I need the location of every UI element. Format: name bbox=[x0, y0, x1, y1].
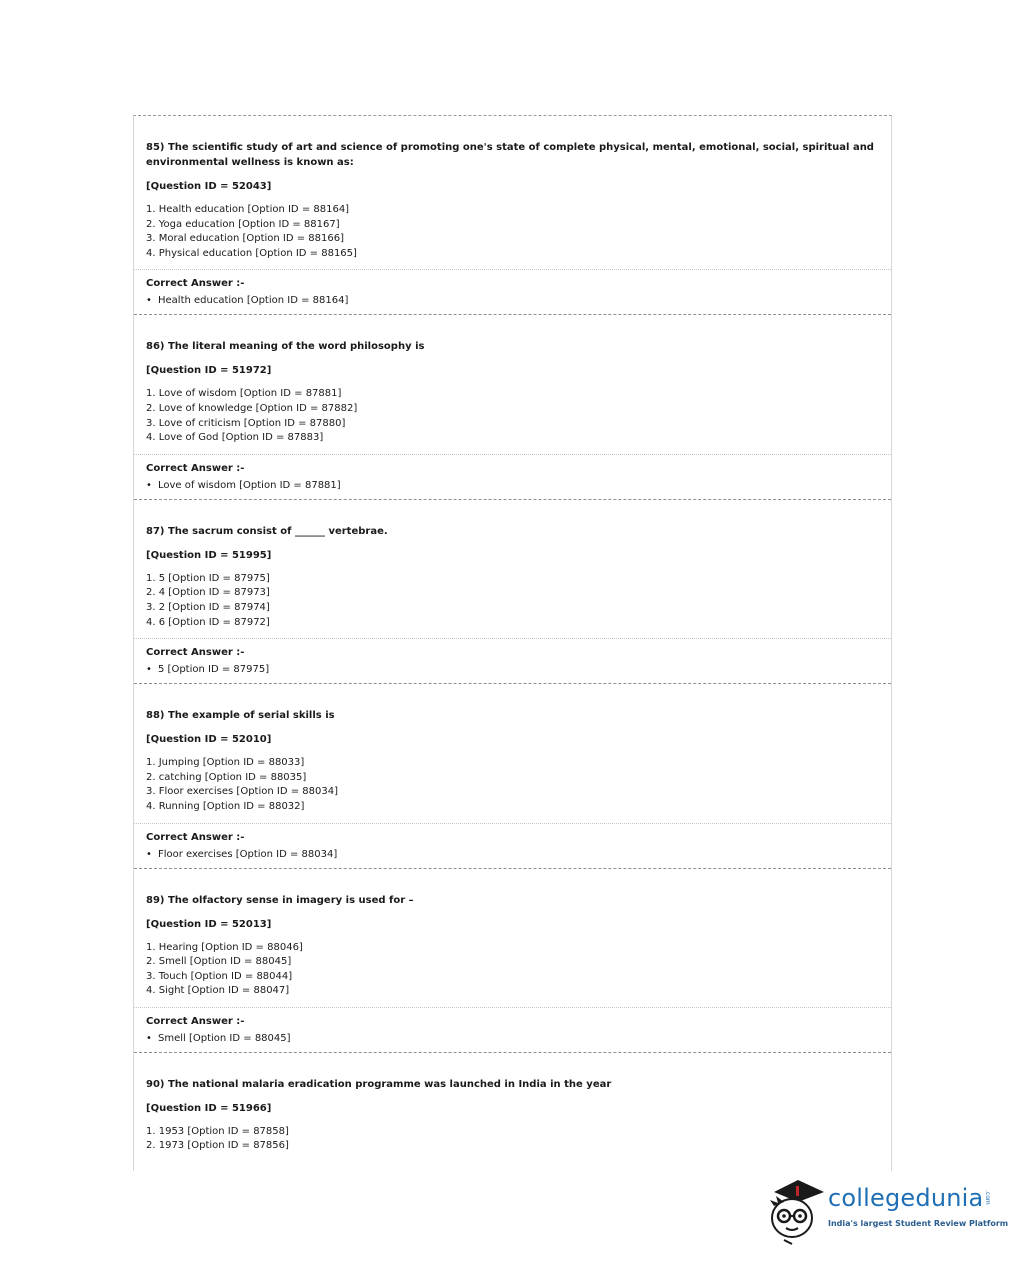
question-id: [Question ID = 51966] bbox=[146, 1102, 272, 1114]
answer-section bbox=[134, 454, 891, 499]
option: 1. 1953 [Option ID = 87858] bbox=[146, 1125, 289, 1137]
mascot-icon bbox=[768, 1176, 828, 1246]
question-block bbox=[134, 684, 891, 868]
answer-item bbox=[146, 848, 879, 862]
question-id: [Question ID = 52043] bbox=[146, 181, 272, 192]
bullet-icon: • bbox=[146, 664, 152, 676]
option: 2. Smell [Option ID = 88045] bbox=[146, 956, 292, 968]
option: 3. 2 [Option ID = 87974] bbox=[146, 601, 270, 613]
option: 1. Health education [Option ID = 88164] bbox=[146, 204, 350, 215]
answer-label: Correct Answer :- bbox=[146, 278, 245, 290]
answer-text: Smell [Option ID = 88045] bbox=[158, 1032, 291, 1044]
option: 4. Love of God [Option ID = 87883] bbox=[146, 432, 324, 444]
answer-text: Love of wisdom [Option ID = 87881] bbox=[158, 479, 341, 491]
answer-section bbox=[134, 638, 891, 683]
option: 3. Floor exercises [Option ID = 88034] bbox=[146, 786, 338, 798]
answer-item bbox=[146, 663, 879, 677]
question-block bbox=[134, 315, 891, 499]
question-text: 85) The scientific study of art and science of promoting one's state of complete physical, mental, emotional, social, spiritual and environmental wellness is known as: bbox=[146, 142, 874, 168]
answer-text: 5 [Option ID = 87975] bbox=[158, 664, 270, 676]
answer-section bbox=[134, 269, 891, 314]
question-text: 89) The olfactory sense in imagery is used for – bbox=[146, 894, 414, 906]
answer-section bbox=[134, 823, 891, 868]
question-text: 86) The literal meaning of the word philosophy is bbox=[146, 341, 425, 353]
options-list bbox=[146, 756, 879, 814]
option: 2. catching [Option ID = 88035] bbox=[146, 771, 307, 783]
option: 2. Yoga education [Option ID = 88167] bbox=[146, 218, 340, 230]
option: 2. 4 [Option ID = 87973] bbox=[146, 587, 270, 599]
brand-suffix: .com bbox=[984, 1190, 991, 1205]
answer-text: Health education [Option ID = 88164] bbox=[158, 295, 349, 307]
question-block bbox=[134, 116, 891, 315]
option: 3. Love of criticism [Option ID = 87880] bbox=[146, 417, 346, 429]
answer-section bbox=[134, 1007, 891, 1052]
question-id: [Question ID = 52010] bbox=[146, 734, 272, 746]
answer-label: Correct Answer :- bbox=[146, 462, 245, 474]
answer-label: Correct Answer :- bbox=[146, 1015, 245, 1027]
option: 2. Love of knowledge [Option ID = 87882] bbox=[146, 402, 358, 414]
answer-label: Correct Answer :- bbox=[146, 647, 245, 659]
brand-name: collegedunia bbox=[828, 1184, 984, 1212]
options-list bbox=[146, 1125, 879, 1154]
option: 4. Sight [Option ID = 88047] bbox=[146, 985, 290, 997]
option: 1. Jumping [Option ID = 88033] bbox=[146, 757, 305, 769]
question-text: 88) The example of serial skills is bbox=[146, 710, 335, 722]
answer-label: Correct Answer :- bbox=[146, 831, 245, 843]
options-list bbox=[146, 941, 879, 999]
options-list bbox=[146, 203, 879, 261]
answer-item bbox=[146, 1032, 879, 1046]
question-block bbox=[134, 869, 891, 1053]
answer-item bbox=[146, 479, 879, 493]
question-paper bbox=[133, 115, 892, 1171]
bullet-icon: • bbox=[146, 848, 152, 860]
answer-item bbox=[146, 294, 879, 308]
option: 1. Love of wisdom [Option ID = 87881] bbox=[146, 388, 342, 400]
question-id: [Question ID = 51972] bbox=[146, 365, 272, 377]
option: 3. Touch [Option ID = 88044] bbox=[146, 970, 293, 982]
question-block bbox=[134, 500, 891, 684]
option: 3. Moral education [Option ID = 88166] bbox=[146, 233, 345, 245]
bullet-icon: • bbox=[146, 295, 152, 307]
question-block bbox=[134, 1053, 891, 1162]
question-text: 90) The national malaria eradication programme was launched in India in the year bbox=[146, 1078, 612, 1090]
brand-tagline: India's largest Student Review Platform bbox=[828, 1219, 1009, 1228]
collegedunia-logo bbox=[768, 1176, 1009, 1246]
option: 4. Physical education [Option ID = 88165] bbox=[146, 247, 357, 259]
bullet-icon: • bbox=[146, 1032, 152, 1044]
question-id: [Question ID = 51995] bbox=[146, 549, 272, 561]
answer-text: Floor exercises [Option ID = 88034] bbox=[158, 848, 338, 860]
option: 1. Hearing [Option ID = 88046] bbox=[146, 941, 303, 953]
option: 2. 1973 [Option ID = 87856] bbox=[146, 1140, 289, 1152]
bullet-icon: • bbox=[146, 479, 152, 491]
option: 1. 5 [Option ID = 87975] bbox=[146, 572, 270, 584]
options-list bbox=[146, 572, 879, 630]
option: 4. Running [Option ID = 88032] bbox=[146, 800, 305, 812]
question-id: [Question ID = 52013] bbox=[146, 918, 272, 930]
options-list bbox=[146, 387, 879, 445]
option: 4. 6 [Option ID = 87972] bbox=[146, 616, 270, 628]
question-text: 87) The sacrum consist of ______ vertebrae. bbox=[146, 525, 388, 537]
